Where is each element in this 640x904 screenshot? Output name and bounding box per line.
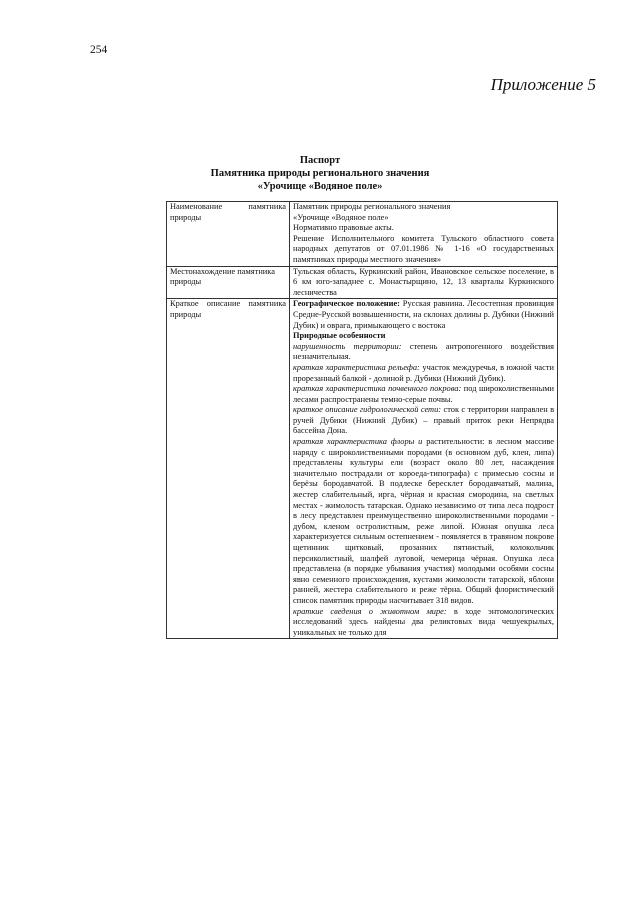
name-line-4: Решение Исполнительного комитета Тульского областного совета народных депутатов от 07.01.1986 № 1-16 «О государственных памятниках природы местного значения» <box>293 233 554 264</box>
row-label-description: Краткое описание памятника природы <box>167 299 290 639</box>
passport-subtitle: Памятника природы регионального значения <box>210 168 430 179</box>
passport-title: Паспорт <box>299 155 341 166</box>
name-line-1: Памятник природы регионального значения <box>293 202 451 211</box>
relief-text: участок междуречья, в южной части прорезанный балкой - долиной р. Дубики (Нижний Дубик). <box>293 362 555 383</box>
flora-text: растительности: в лесном массиве наряду с широколиственными породами (в основном дуб, клен, липа) представлены культуры ели (возраст около 80 лет, насаждения значительно пострадали от короеда-типографа) с примесью сосны и берёзы бородавчатой. В подлеске бересклет бородавчатый, малина, жестер слабительный, ирга, чёрная и красная смородина, на светлых местах - жимолость татарская. Однако независимо от типа леса подрост в лесу представлен преимущественно широколиственными породами - дубом, кленом остролистным, реже липой. Южная опушка леса характеризуется сильным остепнением - появляется в травяном покрове щетинник щитковый, прозанних пятнистый, колокольчик персиколистный, шалфей луговой, чемерица чёрная. Опушка леса представлена (в порядке убывания участия) молодыми особями сосны явно семенного происхождения, кустами жимолости татарской, яблони ранней, жестера слабительного и реже тёрна. Общий флористический список памятник природы насчитывает 318 видов. <box>293 437 554 605</box>
geo-title: Географическое положение: <box>293 299 400 309</box>
flora-title: краткая характеристика флоры и <box>293 437 423 447</box>
fauna-title: краткие сведения о животном мире: <box>293 606 447 616</box>
flora-paragraph <box>293 437 554 607</box>
hydrology-paragraph <box>293 405 554 437</box>
row-value-description <box>290 299 558 639</box>
soil-title: краткая характеристика почвенного покрова: <box>293 384 462 394</box>
row-value-location: Тульская область, Куркинский район, Ивановское сельское поселение, в 6 км юго-западнее с. Монастырщино, 12, 13 кварталы Куркинского лесничества <box>290 266 558 299</box>
row-value-name <box>290 202 558 267</box>
fauna-paragraph <box>293 607 554 639</box>
table-row-location <box>167 266 558 299</box>
soil-paragraph <box>293 384 554 405</box>
geo-paragraph <box>293 299 554 331</box>
passport-table <box>166 201 558 639</box>
relief-title: краткая характеристика рельефа: <box>293 362 420 372</box>
disturbance-paragraph <box>293 342 554 363</box>
hydrology-text: сток с территории направлен в ручей Дубики (Нижний Дубик) – правый приток реки Непрядва бассейна Дона. <box>293 405 555 436</box>
hydrology-title: краткое описание гидрологической сети: <box>293 405 442 415</box>
relief-paragraph <box>293 363 554 384</box>
name-line-2: «Урочище «Водяное поле» <box>293 212 389 222</box>
page-number: 254 <box>90 44 108 56</box>
row-label-name: Наименование памятника природы <box>167 202 290 267</box>
row-label-location: Местонахождение памятника природы <box>167 266 290 299</box>
disturbance-text: степень антропогенного воздействия незначительная. <box>293 341 554 362</box>
geo-text: Русская равнина. Лесостепная провинция Средне-Русской возвышенности, на склонах долины р. Дубики (Нижний Дубик) и оврага, примыкающего с востока <box>293 299 554 330</box>
soil-text: под широколиственными лесами распространены темно-серые почвы. <box>293 384 555 404</box>
table-row-description <box>167 299 558 639</box>
disturbance-title: нарушенность территории: <box>293 341 402 351</box>
name-line-3: Нормативно правовые акты. <box>293 223 394 233</box>
appendix-label: Приложение 5 <box>490 75 596 94</box>
passport-object-name: «Урочище «Водяное поле» <box>257 181 383 192</box>
table-row-name <box>167 202 558 267</box>
fauna-text: в ходе энтомологических исследований здесь найдены два реликтовых вида чешуекрылых, уникальных не только для <box>293 606 555 637</box>
features-title: Природные особенности <box>293 331 386 341</box>
